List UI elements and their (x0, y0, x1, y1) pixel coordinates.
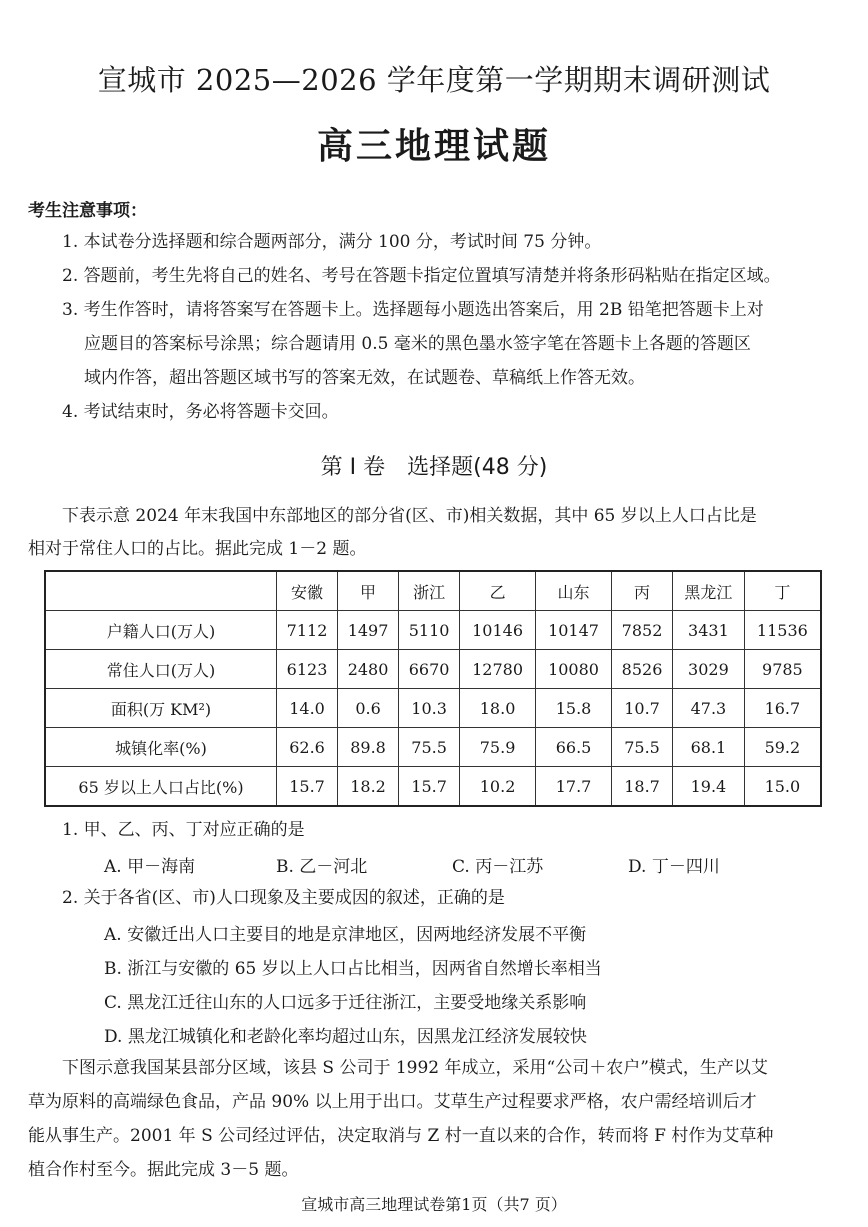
table-cell: 10146 (460, 611, 536, 650)
table-cell: 6670 (399, 650, 460, 689)
question-1-option: D. 丁－四川 (628, 857, 720, 877)
table-cell: 17.7 (536, 767, 612, 807)
table-cell: 10.2 (460, 767, 536, 807)
question-2-option: C. 黑龙江迁往山东的人口远多于迁往浙江，主要受地缘关系影响 (104, 993, 587, 1013)
notice-line: 域内作答，超出答题区域书写的答案无效，在试题卷、草稿纸上作答无效。 (84, 368, 645, 388)
table-cell: 3029 (673, 650, 745, 689)
table-cell: 75.9 (460, 728, 536, 767)
question-2-option: A. 安徽迁出人口主要目的地是京津地区，因两地经济发展不平衡 (104, 925, 587, 945)
table-header-cell: 安徽 (277, 571, 338, 611)
table-cell: 2480 (338, 650, 399, 689)
table-cell: 0.6 (338, 689, 399, 728)
table-cell: 16.7 (744, 689, 821, 728)
section-title: 第 Ⅰ 卷 选择题(48 分) (320, 455, 548, 480)
table-cell: 66.5 (536, 728, 612, 767)
notice-heading: 考生注意事项： (28, 201, 147, 221)
data-table (44, 570, 822, 807)
question-1-option: A. 甲－海南 (104, 857, 196, 877)
table-header-cell: 甲 (338, 571, 399, 611)
table-header-cell: 丁 (744, 571, 821, 611)
table-row-label: 常住人口(万人) (45, 650, 277, 689)
table-header-cell: 浙江 (399, 571, 460, 611)
table-cell: 5110 (399, 611, 460, 650)
table-cell: 7852 (612, 611, 673, 650)
notice-line: 4. 考试结束时，务必将答题卡交回。 (62, 402, 339, 422)
notice-line: 3. 考生作答时，请将答案写在答题卡上。选择题每小题选出答案后，用 2B 铅笔把答题卡上对 (62, 300, 764, 320)
table-header-cell: 乙 (460, 571, 536, 611)
table-cell: 1497 (338, 611, 399, 650)
exam-subtitle: 高三地理试题 (316, 126, 551, 167)
notice-line: 应题目的答案标号涂黑；综合题请用 0.5 毫米的黑色墨水签字笔在答题卡上各题的答题区 (84, 334, 751, 354)
table-row (45, 767, 821, 807)
table-header-cell: 黑龙江 (673, 571, 745, 611)
table-cell: 8526 (612, 650, 673, 689)
table-cell: 62.6 (277, 728, 338, 767)
table-header-cell (45, 571, 277, 611)
table-cell: 10147 (536, 611, 612, 650)
table-header-cell: 山东 (536, 571, 612, 611)
table-cell: 18.7 (612, 767, 673, 807)
question-1-stem: 1. 甲、乙、丙、丁对应正确的是 (62, 820, 305, 840)
notice-line: 1. 本试卷分选择题和综合题两部分，满分 100 分，考试时间 75 分钟。 (62, 232, 602, 252)
question-2-stem: 2. 关于各省(区、市)人口现象及主要成因的叙述，正确的是 (62, 888, 505, 908)
intro-line: 草为原料的高端绿色食品，产品 90% 以上用于出口。艾草生产过程要求严格，农户需经培训后才 (28, 1092, 757, 1112)
table-cell: 7112 (277, 611, 338, 650)
table-header-cell: 丙 (612, 571, 673, 611)
table-cell: 75.5 (612, 728, 673, 767)
exam-title: 宣城市 2025—2026 学年度第一学期期末调研测试 (97, 63, 771, 97)
table-cell: 19.4 (673, 767, 745, 807)
table-cell: 89.8 (338, 728, 399, 767)
table-cell: 59.2 (744, 728, 821, 767)
table-cell: 3431 (673, 611, 745, 650)
table-cell: 15.7 (399, 767, 460, 807)
table-cell: 12780 (460, 650, 536, 689)
intro-line: 下图示意我国某县部分区域，该县 S 公司于 1992 年成立，采用“公司＋农户”模式，生产以艾 (62, 1058, 768, 1078)
table-cell: 10080 (536, 650, 612, 689)
table-row-label: 面积(万 KM²) (45, 689, 277, 728)
intro-line: 植合作村至今。据此完成 3－5 题。 (28, 1160, 299, 1180)
table-cell: 6123 (277, 650, 338, 689)
table-cell: 15.8 (536, 689, 612, 728)
question-1-option: C. 丙－江苏 (452, 857, 544, 877)
intro-line: 能从事生产。2001 年 S 公司经过评估，决定取消与 Z 村一直以来的合作，转而将 F 村作为艾草种 (28, 1126, 774, 1146)
table-row-label: 65 岁以上人口占比(%) (45, 767, 277, 807)
table-cell: 9785 (744, 650, 821, 689)
table-cell: 75.5 (399, 728, 460, 767)
table-cell: 10.3 (399, 689, 460, 728)
table-row (45, 650, 821, 689)
table-cell: 15.0 (744, 767, 821, 807)
question-2-option: D. 黑龙江城镇化和老龄化率均超过山东，因黑龙江经济发展较快 (104, 1027, 587, 1047)
question-1-option: B. 乙－河北 (276, 857, 368, 877)
table-header-row (45, 571, 821, 611)
table-row (45, 689, 821, 728)
table-cell: 10.7 (612, 689, 673, 728)
intro-line: 下表示意 2024 年末我国中东部地区的部分省(区、市)相关数据，其中 65 岁以上人口占比是 (62, 506, 757, 526)
table-cell: 11536 (744, 611, 821, 650)
intro-line: 相对于常住人口的占比。据此完成 1－2 题。 (28, 539, 367, 559)
table-cell: 47.3 (673, 689, 745, 728)
table-row-label: 户籍人口(万人) (45, 611, 277, 650)
table-row (45, 728, 821, 767)
notice-line: 2. 答题前，考生先将自己的姓名、考号在答题卡指定位置填写清楚并将条形码粘贴在指定区域。 (62, 266, 781, 286)
table-cell: 18.2 (338, 767, 399, 807)
table-row-label: 城镇化率(%) (45, 728, 277, 767)
page-footer: 宣城市高三地理试卷第1页（共7 页） (301, 1195, 567, 1214)
table-cell: 68.1 (673, 728, 745, 767)
question-2-option: B. 浙江与安徽的 65 岁以上人口占比相当，因两省自然增长率相当 (104, 959, 602, 979)
table-cell: 18.0 (460, 689, 536, 728)
table-cell: 14.0 (277, 689, 338, 728)
table-row (45, 611, 821, 650)
table-cell: 15.7 (277, 767, 338, 807)
